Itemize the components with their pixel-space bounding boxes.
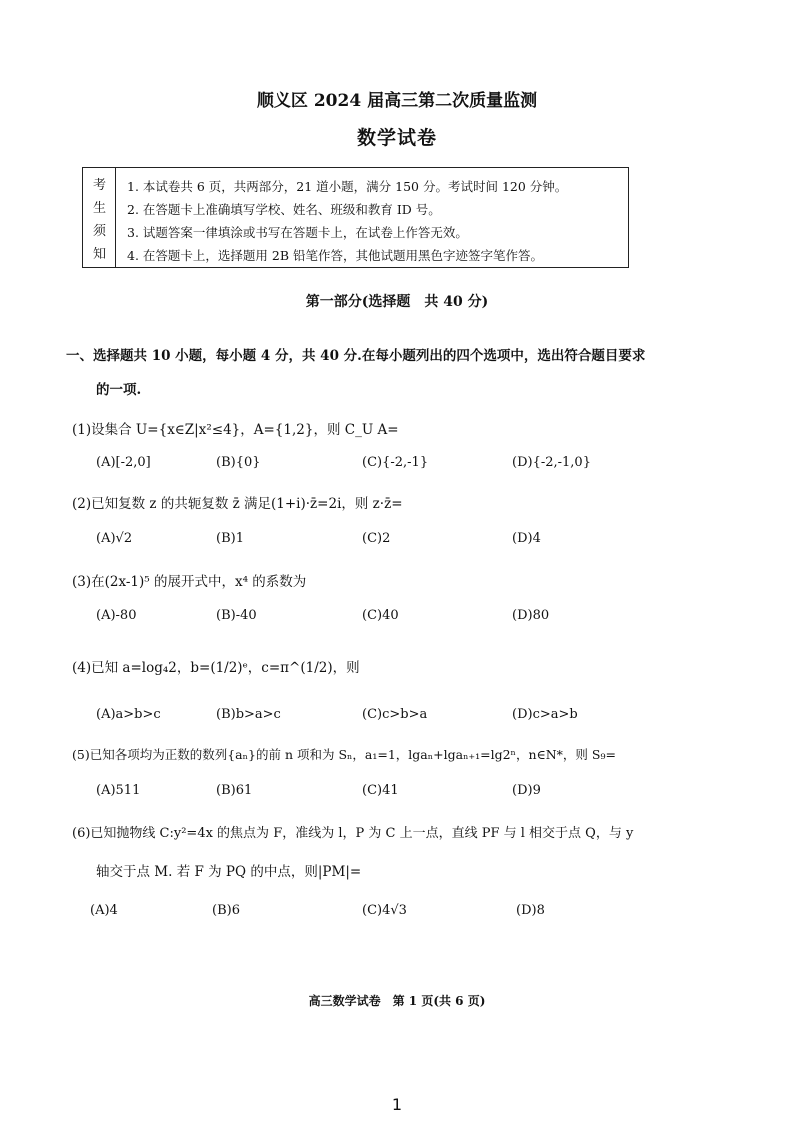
question-1-stem: (1)设集合 U={x∈Z|x²≤4}，A={1,2}，则 C_U A= <box>72 422 399 438</box>
notice-label-char: 生 <box>92 201 106 216</box>
question-3-option-d: (D)80 <box>512 608 550 623</box>
question-6-option-b: (B)6 <box>212 903 240 918</box>
question-6-option-c: (C)4√3 <box>362 903 407 918</box>
question-4-option-d: (D)c>a>b <box>512 707 578 722</box>
question-2-option-d: (D)4 <box>512 531 541 546</box>
question-3-stem: (3)在(2x-1)⁵ 的展开式中，x⁴ 的系数为 <box>72 574 307 590</box>
exam-subtitle: 数学试卷 <box>356 127 437 149</box>
question-4-option-a: (A)a>b>c <box>96 707 161 722</box>
question-5-option-c: (C)41 <box>362 783 399 798</box>
notice-label-char: 考 <box>92 178 106 193</box>
question-6-option-a: (A)4 <box>90 903 118 918</box>
question-6-stem: (6)已知抛物线 C:y²=4x 的焦点为 F，准线为 l，P 为 C 上一点，直线 PF 与 l 相交于点 Q，与 y <box>72 826 634 841</box>
notice-item: 1. 本试卷共 6 页，共两部分，21 道小题，满分 150 分。考试时间 120 分钟。 <box>127 179 568 194</box>
question-6-option-d: (D)8 <box>516 903 545 918</box>
question-2-option-c: (C)2 <box>362 531 391 546</box>
question-5-option-d: (D)9 <box>512 783 541 798</box>
question-1-option-d: (D){-2,-1,0} <box>512 455 591 470</box>
question-2-option-a: (A)√2 <box>96 531 133 546</box>
question-6-stem-cont: 轴交于点 M. 若 F 为 PQ 的中点，则|PM|= <box>96 864 362 880</box>
question-3-option-b: (B)-40 <box>216 608 257 623</box>
question-4-option-c: (C)c>b>a <box>362 707 428 722</box>
question-3-option-c: (C)40 <box>362 608 399 623</box>
question-5-stem: (5)已知各项均为正数的数列{aₙ}的前 n 项和为 Sₙ，a₁=1，lgaₙ+lgaₙ₊₁=lg2ⁿ，n∈N*，则 S₉= <box>72 747 616 762</box>
part-title: 第一部分(选择题 共 40 分) <box>305 294 489 310</box>
question-1-option-c: (C){-2,-1} <box>362 455 429 470</box>
notice-item: 4. 在答题卡上，选择题用 2B 铅笔作答，其他试题用黑色字迹签字笔作答。 <box>127 248 543 263</box>
question-5-option-a: (A)511 <box>96 783 141 798</box>
question-5-option-b: (B)61 <box>216 783 253 798</box>
section-instruction-cont: 的一项. <box>96 382 142 398</box>
question-1-option-b: (B){0} <box>216 455 261 470</box>
question-2-option-b: (B)1 <box>216 531 244 546</box>
question-2-stem: (2)已知复数 z 的共轭复数 z̄ 满足(1+i)·z̄=2i，则 z·z̄= <box>72 496 403 512</box>
exam-title: 顺义区 2024 届高三第二次质量监测 <box>256 91 538 111</box>
question-4-option-b: (B)b>a>c <box>216 707 281 722</box>
question-3-option-a: (A)-80 <box>96 608 137 623</box>
page-number: 1 <box>391 1095 403 1114</box>
notice-item: 3. 试题答案一律填涂或书写在答题卡上，在试卷上作答无效。 <box>127 225 468 240</box>
section-instruction: 一、选择题共 10 小题，每小题 4 分，共 40 分.在每小题列出的四个选项中，选出符合题目要求 <box>66 348 646 364</box>
notice-box <box>82 167 629 268</box>
notice-label-char: 须 <box>92 224 106 239</box>
notice-label <box>83 168 116 267</box>
page-footer: 高三数学试卷 第 1 页(共 6 页) <box>308 994 486 1008</box>
question-1-option-a: (A)[-2,0] <box>96 455 151 470</box>
notice-item: 2. 在答题卡上准确填写学校、姓名、班级和教育 ID 号。 <box>127 202 441 217</box>
question-4-stem: (4)已知 a=log₄2，b=(1/2)ᵉ，c=π^(1/2)，则 <box>72 660 360 676</box>
notice-label-char: 知 <box>92 247 106 262</box>
